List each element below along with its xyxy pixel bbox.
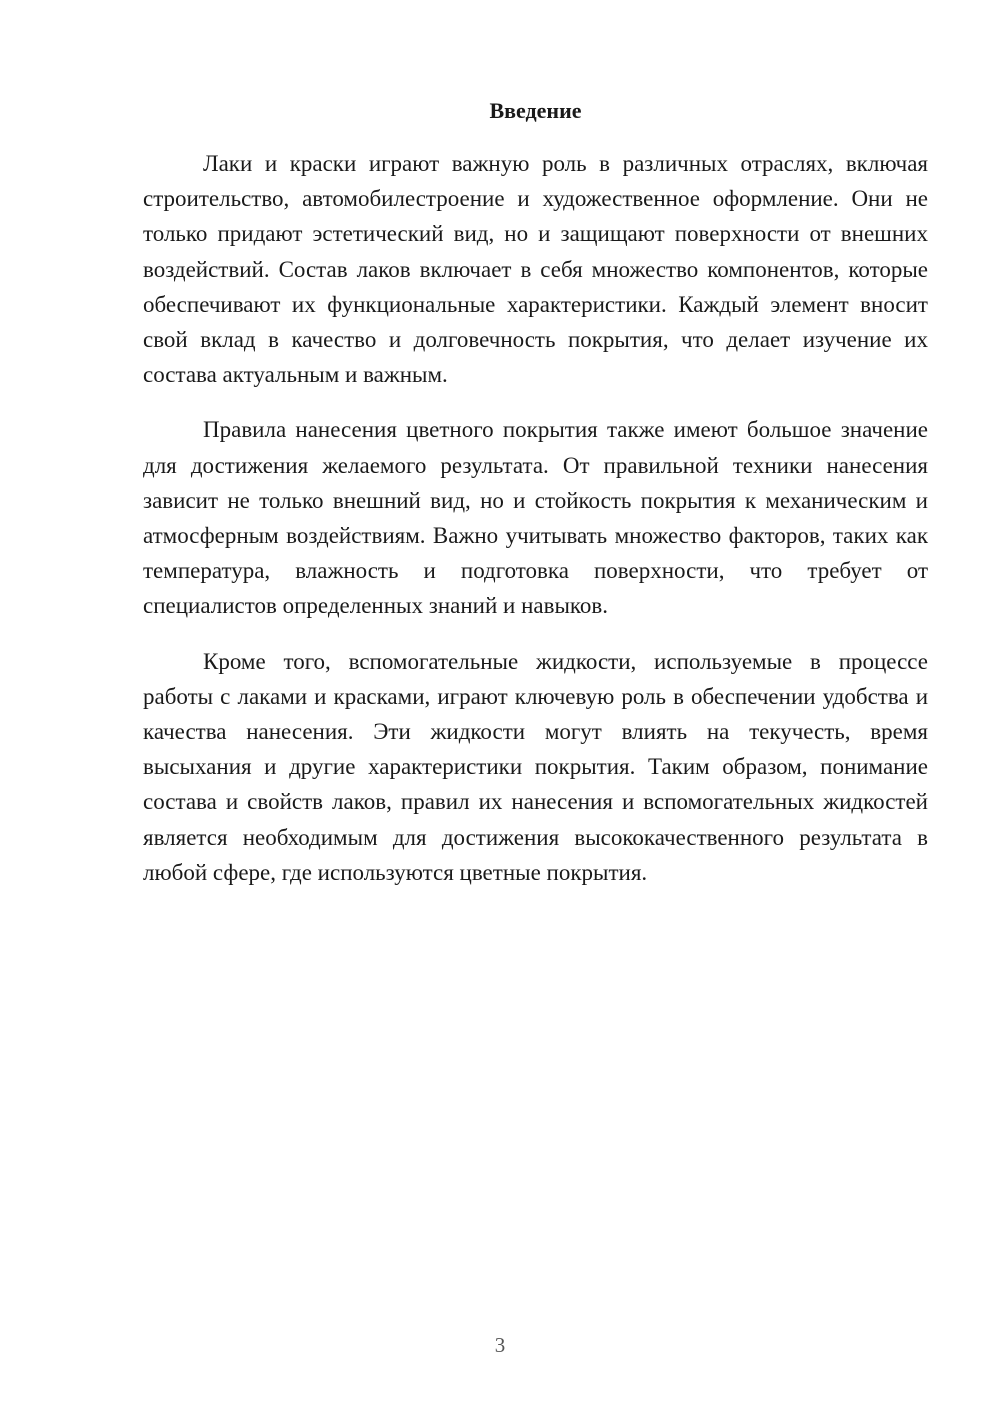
paragraph-1: Лаки и краски играют важную роль в различных отраслях, включая строительство, автомобилестроение и художественное оформление. Они не только придают эстетический вид, но и защищают поверхности от внешних воздействий. Состав лаков включает в себя множество компонентов, которые обеспечивают их функциональные характеристики. Каждый элемент вносит свой вклад в качество и долговечность покрытия, что делает изучение их состава актуальным и важным.: [143, 151, 928, 388]
paragraph-2: Правила нанесения цветного покрытия также имеют большое значение для достижения желаемого результата. От правильной техники нанесения зависит не только внешний вид, но и стойкость покрытия к механическим и атмосферным воздействиям. Важно учитывать множество факторов, таких как температура, влажность и подготовка поверхности, что требует от специалистов определенных знаний и навыков.: [143, 417, 928, 619]
page-number: 3: [494, 1333, 506, 1357]
paragraph-3: Кроме того, вспомогательные жидкости, используемые в процессе работы с лаками и красками, играют ключевую роль в обеспечении удобства и качества нанесения. Эти жидкости могут влиять на текучесть, время высыхания и другие характеристики покрытия. Таким образом, понимание состава и свойств лаков, правил их нанесения и вспомогательных жидкостей является необходимым для достижения высококачественного результата в любой сфере, где используются цветные покрытия.: [143, 648, 928, 885]
document-page: [143, 96, 928, 910]
section-heading: Введение: [489, 98, 582, 123]
